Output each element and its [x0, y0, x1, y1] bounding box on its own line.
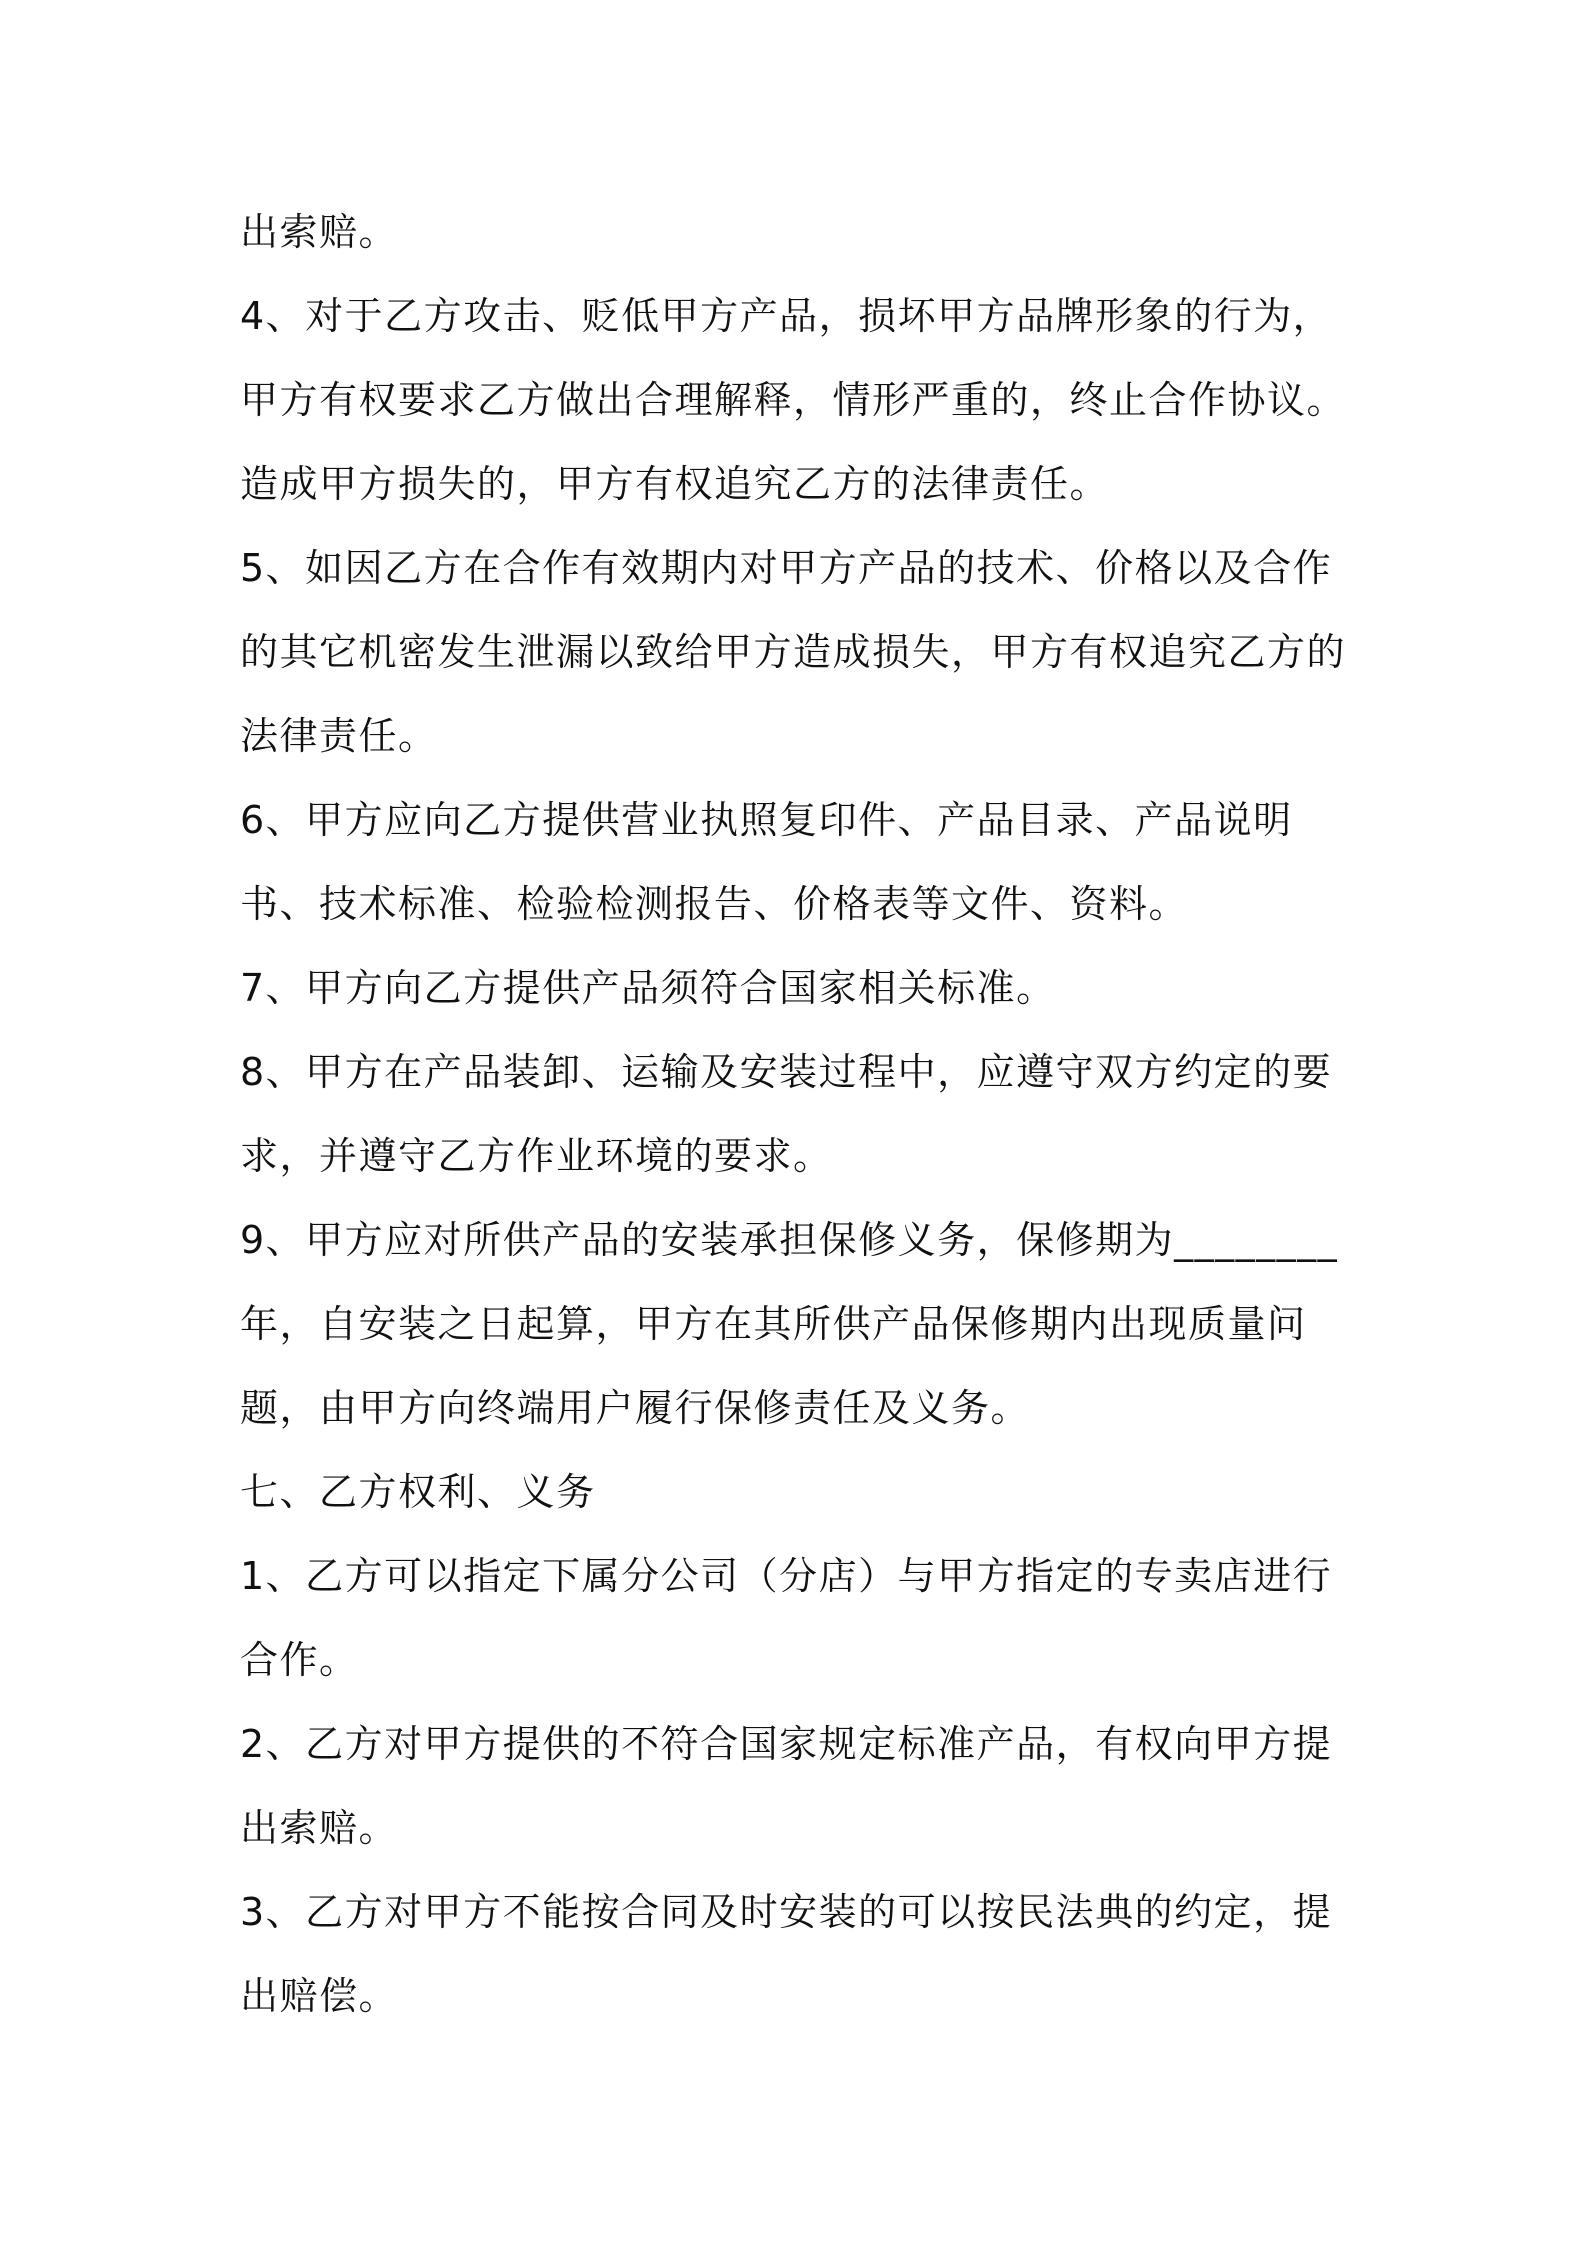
- clause-7: 7、甲方向乙方提供产品须符合国家相关标准。: [240, 966, 1056, 1010]
- document-body: [240, 190, 1370, 2038]
- clause-9: 9、甲方应对所供产品的安装承担保修义务，保修期为________年，自安装之日起算，甲方在其所供产品保修期内出现质量问题，由甲方向终端用户履行保修责任及义务。: [240, 1218, 1339, 1430]
- clause-8: 8、甲方在产品装卸、运输及安装过程中，应遵守双方约定的要求，并遵守乙方作业环境的要求。: [240, 1050, 1333, 1178]
- party-b-clause-1: 1、乙方可以指定下属分公司（分店）与甲方指定的专卖店进行合作。: [240, 1554, 1333, 1682]
- clause-6: 6、甲方应向乙方提供营业执照复印件、产品目录、产品说明书、技术标准、检验检测报告、价格表等文件、资料。: [240, 798, 1293, 926]
- paragraph-continuation: 出索赔。: [240, 210, 399, 254]
- section-heading-party-b: 七、乙方权利、义务: [240, 1470, 596, 1514]
- clause-4: 4、对于乙方攻击、贬低甲方产品，损坏甲方品牌形象的行为，甲方有权要求乙方做出合理解释，情形严重的，终止合作协议。造成甲方损失的，甲方有权追究乙方的法律责任。: [240, 294, 1347, 506]
- clause-5: 5、如因乙方在合作有效期内对甲方产品的技术、价格以及合作的其它机密发生泄漏以致给甲方造成损失，甲方有权追究乙方的法律责任。: [240, 546, 1347, 758]
- party-b-clause-3: 3、乙方对甲方不能按合同及时安装的可以按民法典的约定，提出赔偿。: [240, 1890, 1333, 2018]
- party-b-clause-2: 2、乙方对甲方提供的不符合国家规定标准产品，有权向甲方提出索赔。: [240, 1722, 1333, 1850]
